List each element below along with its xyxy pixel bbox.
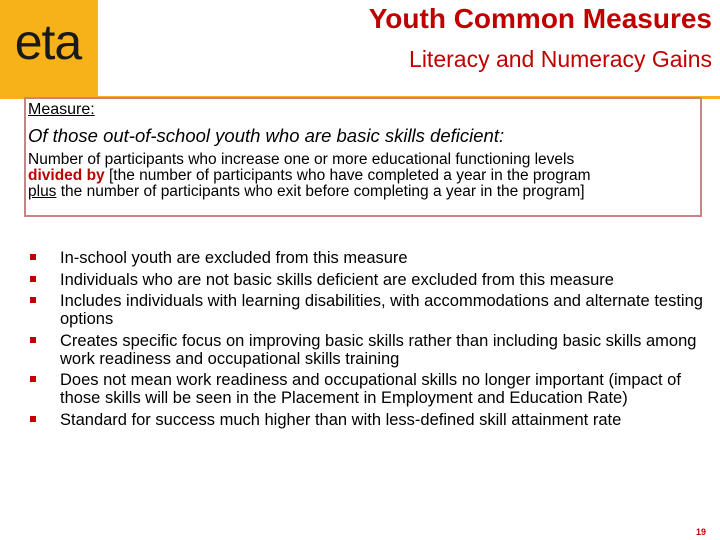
measure-definition (28, 152, 698, 200)
measure-label (28, 101, 95, 119)
slide-title: Youth Common Measures (368, 3, 712, 34)
bullet-text: Does not mean work readiness and occupational skills no longer important (impact of those skills will be seen in the Placement in Employment and Education Rate) (60, 371, 681, 407)
bullet-list (26, 249, 706, 432)
page-number: 19 (695, 527, 706, 537)
definition-denominator-part1: [the number of participants who have completed a year in the program (104, 167, 591, 184)
bullet-item (26, 332, 706, 368)
plus-text: plus (28, 183, 57, 200)
slide-subtitle: Literacy and Numeracy Gains (409, 46, 712, 72)
measure-box (24, 97, 702, 217)
square-bullet-icon (30, 254, 36, 260)
bullet-item (26, 371, 706, 407)
measure-label-text: Measure (28, 101, 91, 118)
square-bullet-icon (30, 416, 36, 422)
bullet-item (26, 249, 706, 267)
bullet-item (26, 292, 706, 328)
bullet-item (26, 411, 706, 429)
divided-by-text: divided by (28, 167, 105, 184)
logo-text: eta (14, 14, 82, 70)
bullet-text: Creates specific focus on improving basic skills rather than including basic skills among work readiness and occupational skills training (60, 331, 697, 368)
bullet-item (26, 271, 706, 289)
square-bullet-icon (30, 376, 36, 382)
bullet-text: Standard for success much higher than with less-defined skill attainment rate (60, 410, 622, 429)
bullet-text: In-school youth are excluded from this measure (60, 249, 408, 267)
bullet-text: Includes individuals with learning disabilities, with accommodations and alternate testing options (60, 292, 703, 328)
eta-logo (0, 0, 96, 96)
square-bullet-icon (30, 276, 36, 282)
measure-label-colon: : (90, 101, 95, 118)
bullet-text: Individuals who are not basic skills deficient are excluded from this measure (60, 270, 614, 289)
definition-denominator-part2: the number of participants who exit before completing a year in the program] (56, 183, 585, 200)
definition-numerator: Number of participants who increase one or more educational functioning levels (28, 151, 575, 168)
measure-lead: Of those out-of-school youth who are basic skills deficient: (28, 125, 505, 146)
square-bullet-icon (30, 337, 36, 343)
square-bullet-icon (30, 297, 36, 303)
header-vertical-rule (96, 0, 98, 96)
